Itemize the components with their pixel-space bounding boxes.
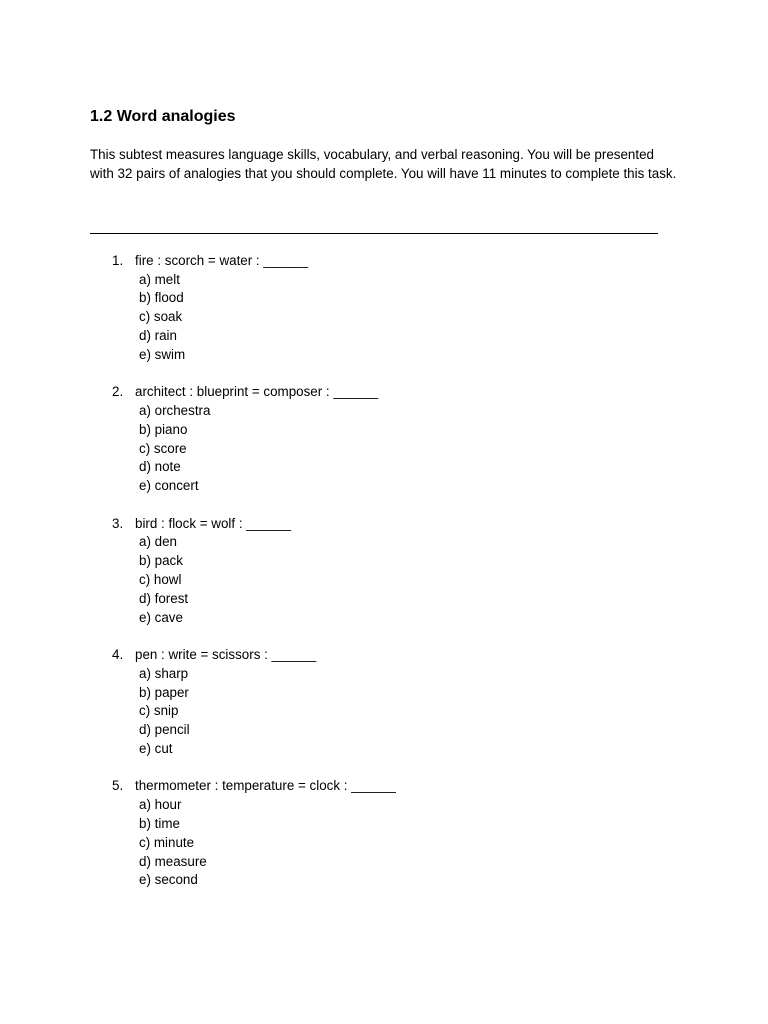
question-item [90,383,379,496]
answer-option: d) measure [139,853,207,869]
intro-paragraph: This subtest measures language skills, vocabulary, and verbal reasoning. You will be presented with 32 pairs of analogies that you should complete. You will have 11 minutes to complete this task. [90,147,677,181]
question-prompt: architect : blueprint = composer : ______ [135,384,379,400]
answer-option: d) rain [139,328,177,344]
answer-option: a) den [139,534,177,550]
question-line [90,646,317,665]
answer-option: c) soak [139,309,183,325]
question-number: 1. [112,253,124,268]
question-item [90,777,396,890]
question-line [90,252,309,271]
answer-option: c) minute [139,834,195,850]
answer-option: b) pack [139,553,183,569]
answer-option: b) paper [139,684,189,700]
answer-option: e) swim [139,346,186,362]
answer-option: b) time [139,815,180,831]
question-line [90,383,379,402]
answer-option: c) score [139,440,187,456]
answer-option: a) hour [139,797,182,813]
answer-option: c) snip [139,703,179,719]
question-prompt: thermometer : temperature = clock : ______ [135,778,396,794]
answer-option: e) cut [139,740,173,756]
question-number: 5. [112,778,124,794]
horizontal-rule [90,233,658,234]
question-number: 4. [112,647,124,663]
answer-option: e) second [139,872,198,888]
question-number: 3. [112,515,124,531]
section-heading: 1.2 Word analogies [90,108,236,125]
answer-option: a) orchestra [139,403,211,419]
question-prompt: pen : write = scissors : ______ [135,647,317,663]
question-prompt: fire : scorch = water : ______ [135,253,309,268]
answer-option: a) sharp [139,665,189,681]
answer-option: b) flood [139,290,184,306]
question-number: 2. [112,384,124,400]
answer-option: d) forest [139,590,189,606]
answer-option: b) piano [139,421,188,437]
question-item [90,252,309,365]
answer-option: c) howl [139,572,182,587]
answer-option: d) pencil [139,722,190,738]
question-prompt: bird : flock = wolf : ______ [135,515,291,531]
answer-option: e) concert [139,478,199,494]
question-item [90,515,291,628]
question-line [90,515,291,534]
question-item [90,646,317,759]
answer-option: a) melt [139,271,180,287]
question-line [90,777,396,796]
answer-option: e) cave [139,609,183,625]
question-list [90,252,396,909]
answer-option: d) note [139,459,181,475]
